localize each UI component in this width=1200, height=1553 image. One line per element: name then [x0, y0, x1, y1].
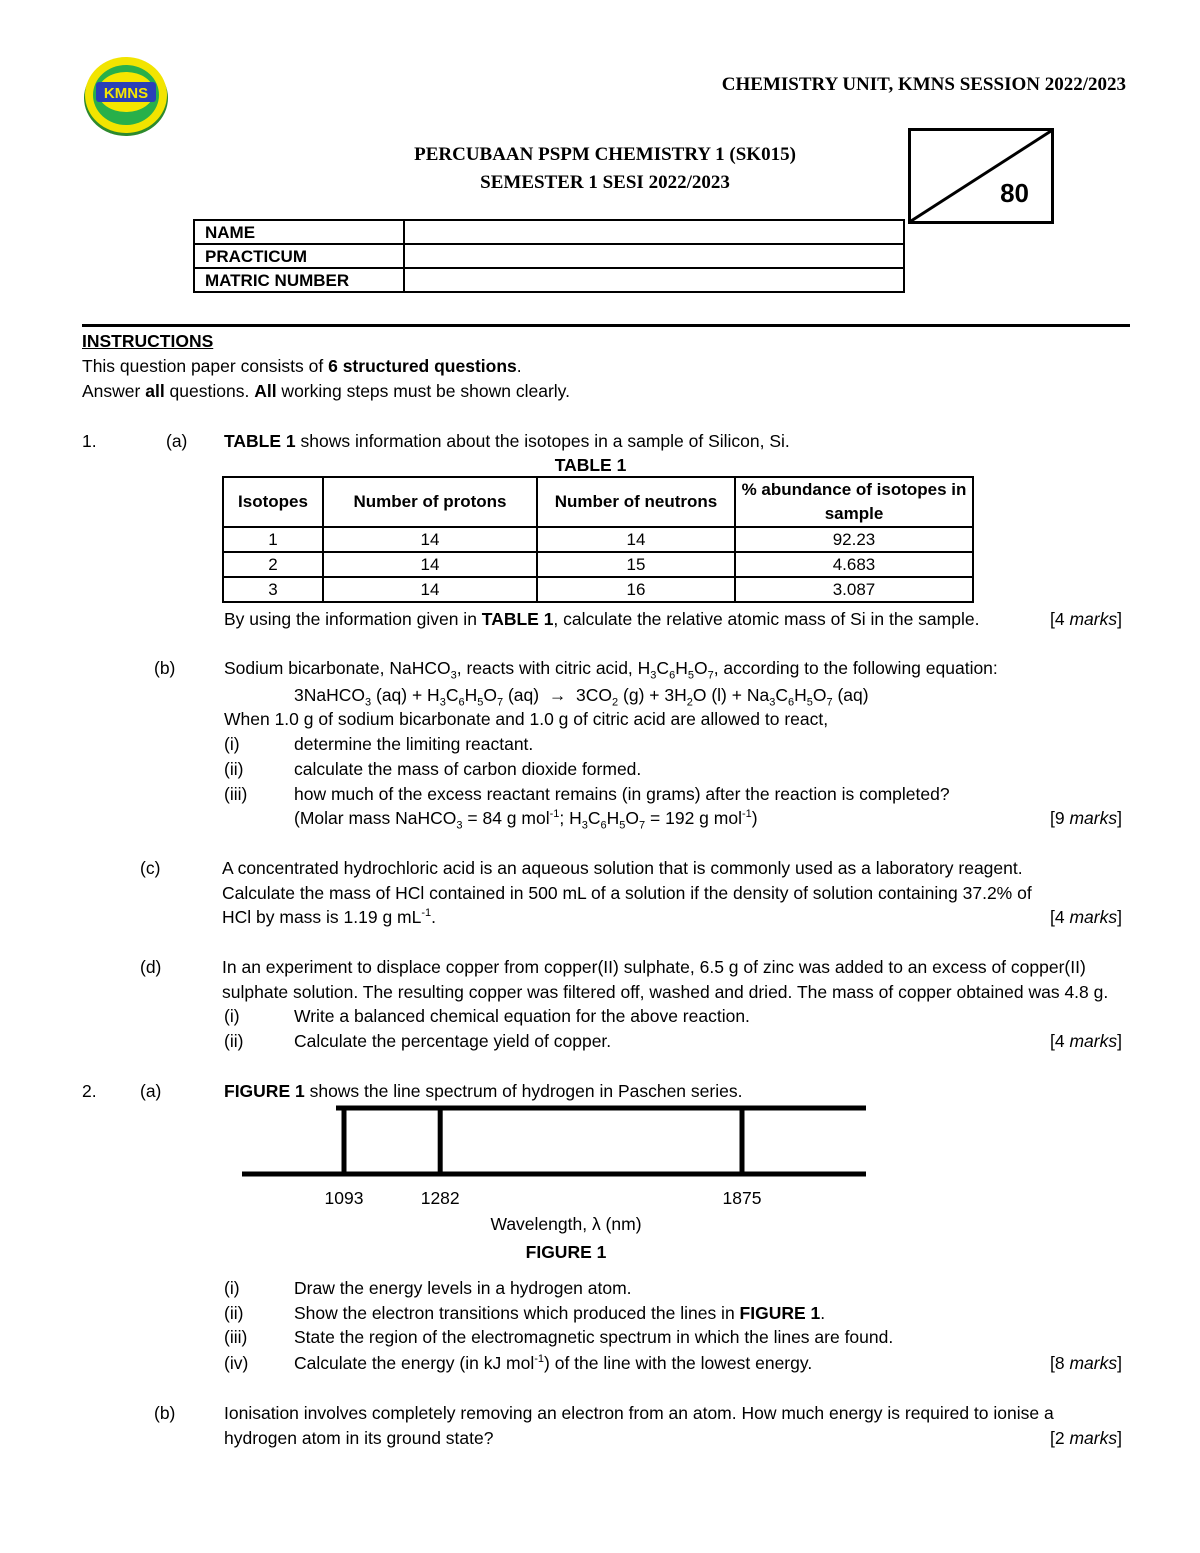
q1a-intro: TABLE 1 shows information about the isotopes in a sample of Silicon, Si. — [224, 431, 790, 451]
table-cell: 2 — [223, 552, 323, 577]
marks: [4 marks] — [1050, 609, 1122, 629]
question-number: 1. — [82, 431, 97, 451]
sub-item-label: (iii) — [224, 784, 248, 804]
table-cell: 14 — [323, 527, 537, 552]
sub-item-text: Show the electron transitions which produced the lines in FIGURE 1. — [294, 1303, 826, 1323]
table-row — [223, 552, 973, 577]
total-marks: 80 — [1000, 178, 1029, 208]
part-label: (a) — [140, 1081, 162, 1101]
sub-item-label: (iv) — [224, 1353, 249, 1373]
unit-header: CHEMISTRY UNIT, KMNS SESSION 2022/2023 — [721, 74, 1126, 95]
part-label: (d) — [140, 957, 162, 977]
student-info-table — [193, 219, 905, 293]
q1d-text: In an experiment to displace copper from copper(II) sulphate, 6.5 g of zinc was added to an excess of copper(II) — [222, 957, 1086, 977]
name-field[interactable] — [404, 220, 904, 244]
table-row — [223, 577, 973, 602]
part-label: (b) — [154, 658, 176, 678]
table-cell: 14 — [323, 577, 537, 602]
total-marks-box — [908, 128, 1054, 224]
table-cell: 3.087 — [735, 577, 973, 602]
table-cell: 15 — [537, 552, 735, 577]
table-cell: 14 — [537, 527, 735, 552]
table-cell: 14 — [323, 552, 537, 577]
q2b-text: hydrogen atom in its ground state? — [224, 1428, 494, 1448]
instructions-line-1: This question paper consists of 6 structured questions. — [82, 356, 522, 376]
marks: [4 marks] — [1050, 907, 1122, 927]
part-label: (a) — [166, 431, 188, 451]
sub-item-label: (i) — [224, 1278, 240, 1298]
marks: [4 marks] — [1050, 1031, 1122, 1051]
part-label: (b) — [154, 1403, 176, 1423]
diagonal-slash — [911, 131, 1051, 221]
sub-item-text: Calculate the percentage yield of copper. — [294, 1031, 612, 1051]
instructions-line-2: Answer all questions. All working steps must be shown clearly. — [82, 381, 570, 401]
sub-item-text: calculate the mass of carbon dioxide formed. — [294, 759, 642, 779]
sub-item-label: (ii) — [224, 1031, 244, 1051]
wavelength-label: 1093 — [324, 1188, 364, 1208]
column-header: % abundance of isotopes in sample — [735, 477, 973, 527]
sub-item-label: (i) — [224, 1006, 240, 1026]
table-cell: 3 — [223, 577, 323, 602]
q1b-intro: Sodium bicarbonate, NaHCO$_3$, reacts with citric acid, $H_3C_6H_5O_7$, according to the following equation: — [224, 658, 998, 682]
info-label: NAME — [194, 220, 404, 244]
paper-semester: SEMESTER 1 SESI 2022/2023 — [480, 172, 730, 193]
table-cell: 16 — [537, 577, 735, 602]
table-row — [223, 527, 973, 552]
sub-item-text: Draw the energy levels in a hydrogen atom. — [294, 1278, 632, 1298]
table-title: TABLE 1 — [554, 455, 627, 475]
q2b-text: Ionisation involves completely removing an electron from an atom. How much energy is required to ionise a — [224, 1403, 1054, 1423]
svg-text:KMNS: KMNS — [103, 85, 149, 102]
marks: [9 marks] — [1050, 808, 1122, 828]
info-label: MATRIC NUMBER — [194, 268, 404, 292]
matric-number-field[interactable] — [404, 268, 904, 292]
chemical-equation: 3NaHCO$_3$ $(aq) + H_3C_6H_5O_7$ $(aq) \to 3CO_2$ $(g) + 3H_2O$ $(l) + Na_3C_6H_5O_7$ (aq) — [294, 685, 869, 709]
column-header: Number of protons — [323, 477, 537, 527]
wavelength-label: 1875 — [722, 1188, 762, 1208]
info-label: PRACTICUM — [194, 244, 404, 268]
kmns-logo — [82, 52, 170, 138]
sub-item-label: (iii) — [224, 1327, 248, 1347]
sub-item-text: Calculate the energy (in kJ mol$^{-1}$) of the line with the lowest energy. — [294, 1353, 813, 1373]
column-header: Isotopes — [223, 477, 323, 527]
isotope-table — [222, 476, 974, 603]
sub-item-label: (i) — [224, 734, 240, 754]
sub-item-label: (ii) — [224, 759, 244, 779]
sub-item-text: determine the limiting reactant. — [294, 734, 534, 754]
figure-title: FIGURE 1 — [525, 1242, 607, 1262]
divider — [82, 324, 1130, 327]
instructions-heading: INSTRUCTIONS — [82, 331, 214, 351]
molar-mass-note: (Molar mass NaHCO$_3$ = 84 g mol$^{-1}$; $H_3C_6H_5O_7 = 192$ g mol$^{-1}$) — [294, 808, 758, 832]
q2a-intro: FIGURE 1 shows the line spectrum of hydrogen in Paschen series. — [224, 1081, 743, 1101]
wavelength-label: 1282 — [420, 1188, 460, 1208]
table-cell: 4.683 — [735, 552, 973, 577]
q1c-text: HCl by mass is 1.19 g $mL^{-1}$. — [222, 907, 437, 927]
column-header: Number of neutrons — [537, 477, 735, 527]
sub-item-text: Write a balanced chemical equation for the above reaction. — [294, 1006, 750, 1026]
q1c-text: Calculate the mass of HCl contained in 500 mL of a solution if the density of solution containing 37.2% of — [222, 883, 1032, 903]
q1b-condition: When 1.0 g of sodium bicarbonate and 1.0 g of citric acid are allowed to react, — [224, 709, 829, 729]
paper-title: PERCUBAAN PSPM CHEMISTRY 1 (SK015) — [414, 144, 796, 165]
question-number: 2. — [82, 1081, 97, 1101]
q1d-text: sulphate solution. The resulting copper was filtered off, washed and dried. The mass of copper obtained was 4.8 g. — [222, 982, 1109, 1002]
sub-item-text: State the region of the electromagnetic spectrum in which the lines are found. — [294, 1327, 894, 1347]
marks: [2 marks] — [1050, 1428, 1122, 1448]
spectrum-axis-label: Wavelength, λ (nm) — [490, 1214, 642, 1234]
marks: [8 marks] — [1050, 1353, 1122, 1373]
table-cell: 1 — [223, 527, 323, 552]
sub-item-text: how much of the excess reactant remains (in grams) after the reaction is completed? — [294, 784, 950, 804]
paschen-line-spectrum — [242, 1104, 868, 1240]
q1c-text: A concentrated hydrochloric acid is an aqueous solution that is commonly used as a laboratory reagent. — [222, 858, 1023, 878]
table-cell: 92.23 — [735, 527, 973, 552]
sub-item-label: (ii) — [224, 1303, 244, 1323]
q1a-question: By using the information given in TABLE 1, calculate the relative atomic mass of Si in the sample. — [224, 609, 980, 629]
practicum-field[interactable] — [404, 244, 904, 268]
part-label: (c) — [140, 858, 161, 878]
